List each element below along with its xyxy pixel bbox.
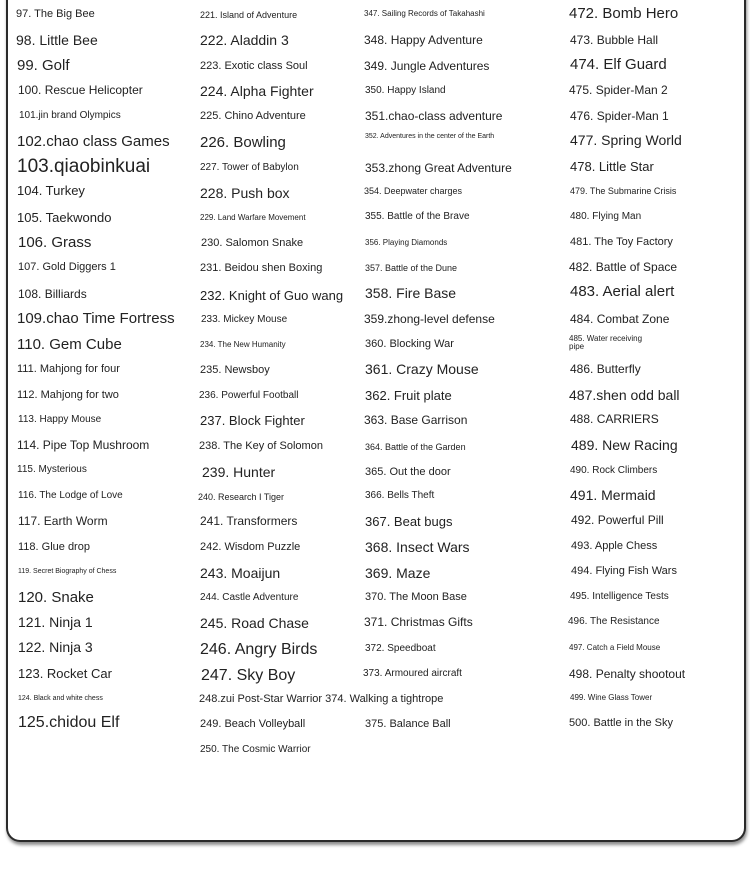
list-item: 497. Catch a Field Mouse [569, 643, 661, 652]
list-item: 354. Deepwater charges [364, 186, 463, 196]
list-item: 236. Powerful Football [199, 390, 299, 401]
list-item: 350. Happy Island [365, 85, 446, 96]
list-item: 246. Angry Birds [200, 641, 318, 658]
list-item: 494. Flying Fish Wars [571, 565, 677, 577]
list-item: 363. Base Garrison [364, 413, 468, 427]
list-item: 123. Rocket Car [18, 666, 112, 681]
list-item: 472. Bomb Hero [569, 5, 679, 22]
list-item: 108. Billiards [18, 287, 87, 301]
list-item: 477. Spring World [570, 132, 682, 148]
list-item: 114. Pipe Top Mushroom [17, 438, 150, 452]
list-item: 368. Insect Wars [365, 539, 470, 555]
list-item: 241. Transformers [200, 514, 298, 528]
list-item: 225. Chino Adventure [200, 110, 306, 122]
list-item: 358. Fire Base [365, 285, 457, 301]
list-item: 364. Battle of the Garden [365, 442, 466, 452]
list-item: 491. Mermaid [570, 487, 656, 503]
list-item: 486. Butterfly [570, 362, 641, 376]
list-item: 490. Rock Climbers [570, 465, 658, 476]
list-item: 226. Bowling [200, 134, 286, 151]
list-item: 355. Battle of the Brave [365, 211, 470, 222]
list-item: 111. Mahjong for four [17, 363, 120, 375]
list-item: 221. Island of Adventure [200, 10, 298, 20]
list-item: 118. Glue drop [18, 541, 90, 553]
list-item: 482. Battle of Space [569, 260, 678, 274]
list-item: 488. CARRIERS [570, 412, 659, 426]
list-item: 476. Spider-Man 1 [570, 109, 669, 123]
list-item: 233. Mickey Mouse [201, 314, 288, 325]
list-item: 243. Moaijun [200, 565, 281, 581]
list-item: 499. Wine Glass Tower [570, 693, 653, 702]
list-item: 223. Exotic class Soul [200, 60, 308, 72]
list-item: 245. Road Chase [200, 615, 309, 631]
list-item: 224. Alpha Fighter [200, 83, 314, 99]
list-item: 371. Christmas Gifts [364, 615, 473, 629]
list-item: 110. Gem Cube [17, 336, 122, 353]
list-item: 500. Battle in the Sky [569, 717, 673, 729]
list-item: 475. Spider-Man 2 [569, 83, 668, 97]
list-item: 357. Battle of the Dune [365, 263, 458, 273]
list-item: 238. The Key of Solomon [199, 440, 323, 452]
list-item: 484. Combat Zone [570, 312, 670, 326]
list-item: 240. Research I Tiger [198, 492, 285, 502]
list-item: 247. Sky Boy [201, 667, 296, 684]
list-item: 124. Black and white chess [18, 695, 103, 702]
list-item: 235. Newsboy [200, 364, 270, 376]
list-item: 97. The Big Bee [16, 8, 95, 20]
list-item: 373. Armoured aircraft [363, 668, 462, 679]
list-item: 115. Mysterious [17, 464, 87, 475]
list-item: 359.zhong-level defense [364, 312, 495, 326]
list-item: 369. Maze [365, 565, 431, 581]
list-item: 352. Adventures in the center of the Earth [365, 133, 495, 140]
list-item: 102.chao class Games [17, 133, 170, 150]
list-item: 365. Out the door [365, 466, 451, 478]
list-item: 228. Push box [200, 185, 290, 201]
list-item: 481. The Toy Factory [570, 236, 673, 248]
list-item: 351.chao-class adventure [365, 109, 503, 123]
list-item: 227. Tower of Babylon [200, 162, 299, 173]
list-item: 370. The Moon Base [365, 591, 467, 603]
list-item: 249. Beach Volleyball [200, 718, 306, 730]
list-item: 237. Block Fighter [200, 413, 305, 428]
list-item: 250. The Cosmic Warrior [200, 744, 311, 755]
list-item: 485. Water receiving pipe [569, 334, 643, 352]
list-item: 104. Turkey [17, 183, 85, 198]
list-item: 372. Speedboat [365, 643, 436, 654]
list-item: 230. Salomon Snake [201, 237, 304, 249]
list-item: 360. Blocking War [365, 338, 454, 350]
list-item: 229. Land Warfare Movement [200, 213, 306, 222]
list-item: 362. Fruit plate [365, 388, 452, 403]
list-item: 242. Wisdom Puzzle [200, 541, 301, 553]
list-item: 119. Secret Biography of Chess [18, 568, 117, 575]
list-item: 101.jin brand Olympics [19, 110, 121, 121]
list-item: 361. Crazy Mouse [365, 361, 479, 377]
list-item: 367. Beat bugs [365, 514, 453, 529]
list-item: 234. The New Humanity [200, 340, 286, 349]
list-item: 375. Balance Ball [365, 718, 451, 730]
list-item: 116. The Lodge of Love [18, 490, 123, 501]
list-item: 496. The Resistance [568, 616, 660, 627]
list-item: 125.chidou Elf [18, 714, 120, 731]
list-item: 248.zui Post-Star Warrior 374. Walking a tightrope [199, 693, 444, 705]
list-item: 107. Gold Diggers 1 [18, 261, 116, 273]
list-item: 347. Sailing Records of Takahashi [364, 9, 485, 18]
list-item: 495. Intelligence Tests [570, 591, 669, 602]
list-item: 483. Aerial alert [570, 283, 675, 300]
list-item: 122. Ninja 3 [18, 639, 93, 655]
list-item: 474. Elf Guard [570, 56, 667, 73]
list-item: 99. Golf [17, 57, 70, 74]
list-item: 479. The Submarine Crisis [570, 186, 677, 196]
list-item: 356. Playing Diamonds [365, 238, 448, 247]
list-item: 348. Happy Adventure [364, 33, 483, 47]
list-item: 366. Bells Theft [365, 490, 435, 501]
list-item: 353.zhong Great Adventure [365, 161, 512, 175]
list-item: 492. Powerful Pill [571, 513, 664, 527]
list-item: 498. Penalty shootout [569, 667, 686, 681]
list-item: 232. Knight of Guo wang [200, 288, 344, 303]
list-item: 493. Apple Chess [571, 540, 658, 552]
list-item: 473. Bubble Hall [570, 33, 659, 47]
list-item: 109.chao Time Fortress [17, 310, 175, 327]
list-item: 112. Mahjong for two [17, 389, 119, 401]
list-item: 480. Flying Man [570, 211, 642, 222]
list-item: 120. Snake [18, 589, 94, 606]
list-item: 244. Castle Adventure [200, 592, 299, 603]
list-item: 487.shen odd ball [569, 387, 680, 403]
list-item: 231. Beidou shen Boxing [200, 262, 323, 274]
list-item: 100. Rescue Helicopter [18, 83, 143, 97]
list-item: 222. Aladdin 3 [200, 32, 289, 48]
list-item: 105. Taekwondo [17, 210, 112, 225]
list-item: 489. New Racing [571, 437, 678, 453]
list-item: 349. Jungle Adventures [364, 59, 490, 73]
list-item: 117. Earth Worm [18, 514, 108, 528]
list-item: 113. Happy Mouse [18, 414, 102, 425]
list-item: 478. Little Star [570, 159, 654, 174]
list-item: 106. Grass [18, 234, 92, 251]
list-item: 239. Hunter [202, 464, 276, 480]
list-item: 98. Little Bee [16, 32, 98, 48]
list-item: 103.qiaobinkuai [17, 156, 151, 177]
list-item: 121. Ninja 1 [18, 614, 93, 630]
